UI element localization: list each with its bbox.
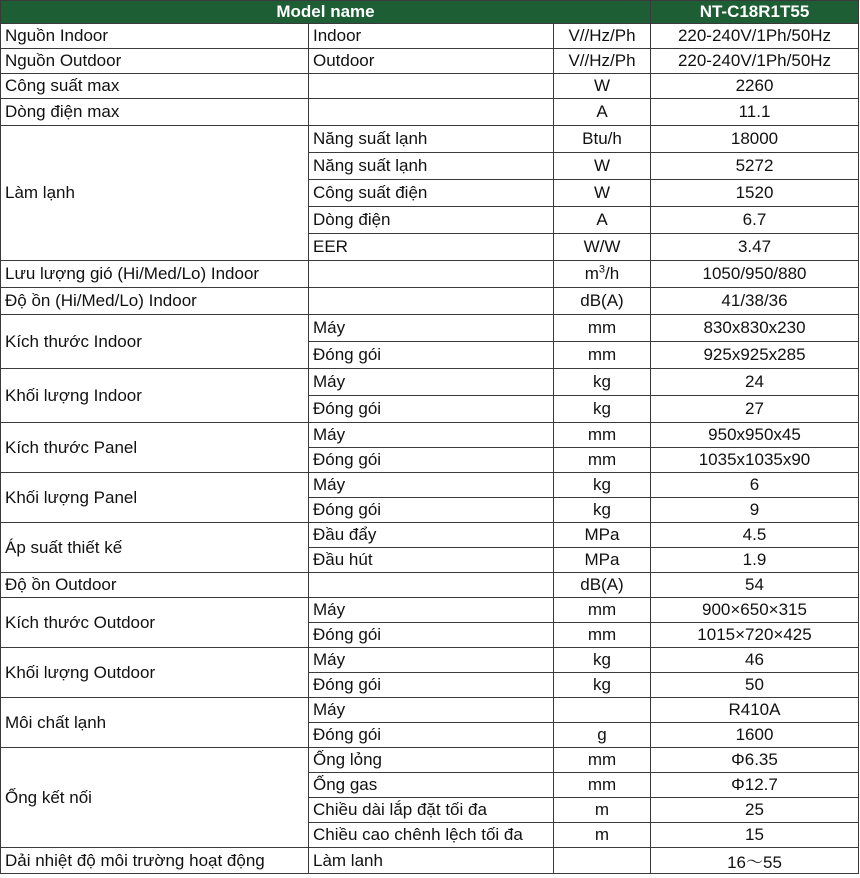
unit-cell: mm: [554, 598, 651, 623]
unit-cell: kg: [554, 473, 651, 498]
sub-param-cell: Chiều cao chênh lệch tối đa: [309, 823, 554, 848]
unit-cell: kg: [554, 369, 651, 396]
table-row: [1, 473, 859, 498]
unit-cell: mm: [554, 448, 651, 473]
table-row: [1, 748, 859, 773]
sub-param-cell: Máy: [309, 698, 554, 723]
value-cell: Φ6.35: [651, 748, 859, 773]
sub-param-cell: Máy: [309, 315, 554, 342]
table-row: [1, 74, 859, 99]
param-cell: Kích thước Indoor: [1, 315, 309, 369]
sub-param-cell: Ống lỏng: [309, 748, 554, 773]
sub-param-cell: Năng suất lạnh: [309, 126, 554, 153]
value-cell: 1015×720×425: [651, 623, 859, 648]
value-cell: 41/38/36: [651, 288, 859, 315]
param-cell: Kích thước Panel: [1, 423, 309, 473]
value-cell: 9: [651, 498, 859, 523]
sub-param-cell: Đầu đẩy: [309, 523, 554, 548]
sub-param-cell: Đóng gói: [309, 448, 554, 473]
param-cell: Áp suất thiết kế: [1, 523, 309, 573]
value-cell: 1600: [651, 723, 859, 748]
unit-cell: A: [554, 99, 651, 126]
table-row: [1, 523, 859, 548]
param-cell: Kích thước Outdoor: [1, 598, 309, 648]
param-cell: Khối lượng Panel: [1, 473, 309, 523]
sub-param-cell: [309, 74, 554, 99]
sub-param-cell: Máy: [309, 473, 554, 498]
value-cell: 6: [651, 473, 859, 498]
unit-cell: Btu/h: [554, 126, 651, 153]
unit-cell: mm: [554, 423, 651, 448]
value-cell: 830x830x230: [651, 315, 859, 342]
unit-base: m: [584, 264, 599, 283]
sub-param-cell: Đóng gói: [309, 673, 554, 698]
table-row: [1, 261, 859, 288]
table-row: [1, 573, 859, 598]
param-cell: Khối lượng Indoor: [1, 369, 309, 423]
value-cell: 5272: [651, 153, 859, 180]
unit-cell: [554, 261, 651, 288]
unit-cell: W: [554, 180, 651, 207]
value-cell: 1050/950/880: [651, 261, 859, 288]
table-row: [1, 315, 859, 342]
param-cell: Dải nhiệt độ môi trường hoạt động: [1, 848, 309, 874]
table-row: [1, 369, 859, 396]
value-cell: 3.47: [651, 234, 859, 261]
value-cell: 220-240V/1Ph/50Hz: [651, 49, 859, 74]
unit-cell: kg: [554, 673, 651, 698]
table-row: [1, 598, 859, 623]
value-cell: 925x925x285: [651, 342, 859, 369]
sub-param-cell: Đầu hút: [309, 548, 554, 573]
sub-param-cell: Đóng gói: [309, 396, 554, 423]
unit-cell: m: [554, 823, 651, 848]
value-cell: 2260: [651, 74, 859, 99]
param-cell: Dòng điện max: [1, 99, 309, 126]
table-row: [1, 648, 859, 673]
sub-param-cell: Đóng gói: [309, 623, 554, 648]
sub-param-cell: Máy: [309, 369, 554, 396]
value-cell: 25: [651, 798, 859, 823]
unit-cell: [554, 848, 651, 874]
sub-param-cell: [309, 288, 554, 315]
model-name-value: NT-C18R1T55: [651, 1, 859, 24]
table-row: [1, 288, 859, 315]
value-cell: 950x950x45: [651, 423, 859, 448]
sub-param-cell: Năng suất lạnh: [309, 153, 554, 180]
param-cell: Độ ồn (Hi/Med/Lo) Indoor: [1, 288, 309, 315]
param-cell: Làm lạnh: [1, 126, 309, 261]
unit-cell: mm: [554, 623, 651, 648]
unit-cell: dB(A): [554, 288, 651, 315]
sub-param-cell: [309, 573, 554, 598]
sub-param-cell: Máy: [309, 423, 554, 448]
unit-cell: MPa: [554, 548, 651, 573]
table-row: [1, 423, 859, 448]
value-cell: 27: [651, 396, 859, 423]
header-row: [1, 1, 859, 24]
unit-cell: mm: [554, 773, 651, 798]
unit-cell: kg: [554, 648, 651, 673]
table-row: [1, 848, 859, 874]
sub-param-cell: [309, 261, 554, 288]
sub-param-cell: Máy: [309, 648, 554, 673]
value-cell: Φ12.7: [651, 773, 859, 798]
table-row: [1, 24, 859, 49]
sub-param-cell: Làm lanh: [309, 848, 554, 874]
unit-cell: W: [554, 74, 651, 99]
param-cell: Độ ồn Outdoor: [1, 573, 309, 598]
unit-cell: m: [554, 798, 651, 823]
sub-param-cell: Đóng gói: [309, 342, 554, 369]
param-cell: Khối lượng Outdoor: [1, 648, 309, 698]
table-row: [1, 99, 859, 126]
value-cell: 1.9: [651, 548, 859, 573]
unit-cell: kg: [554, 396, 651, 423]
sub-param-cell: Indoor: [309, 24, 554, 49]
unit-cell: mm: [554, 315, 651, 342]
value-cell: 220-240V/1Ph/50Hz: [651, 24, 859, 49]
unit-cell: W/W: [554, 234, 651, 261]
sub-param-cell: Dòng điện: [309, 207, 554, 234]
sub-param-cell: Máy: [309, 598, 554, 623]
unit-cell: kg: [554, 498, 651, 523]
sub-param-cell: Outdoor: [309, 49, 554, 74]
value-cell: 4.5: [651, 523, 859, 548]
unit-cell: MPa: [554, 523, 651, 548]
value-cell: 900×650×315: [651, 598, 859, 623]
sub-param-cell: [309, 99, 554, 126]
param-cell: Nguồn Outdoor: [1, 49, 309, 74]
unit-cell: A: [554, 207, 651, 234]
value-cell: R410A: [651, 698, 859, 723]
unit-cell: W: [554, 153, 651, 180]
param-cell: Công suất max: [1, 74, 309, 99]
sub-param-cell: Công suất điện: [309, 180, 554, 207]
unit-cell: V//Hz/Ph: [554, 24, 651, 49]
value-cell: 54: [651, 573, 859, 598]
unit-superscript: 3: [598, 263, 606, 276]
unit-cell: g: [554, 723, 651, 748]
sub-param-cell: Chiều dài lắp đặt tối đa: [309, 798, 554, 823]
param-cell: Môi chất lạnh: [1, 698, 309, 748]
value-cell: 50: [651, 673, 859, 698]
sub-param-cell: Ống gas: [309, 773, 554, 798]
unit-cell: mm: [554, 748, 651, 773]
value-cell: 11.1: [651, 99, 859, 126]
value-cell: 18000: [651, 126, 859, 153]
table-row: [1, 126, 859, 153]
value-cell: 15: [651, 823, 859, 848]
sub-param-cell: Đóng gói: [309, 723, 554, 748]
param-cell: Lưu lượng gió (Hi/Med/Lo) Indoor: [1, 261, 309, 288]
unit-cell: V//Hz/Ph: [554, 49, 651, 74]
value-cell: 24: [651, 369, 859, 396]
value-cell: 46: [651, 648, 859, 673]
unit-cell: dB(A): [554, 573, 651, 598]
param-cell: Ống kết nối: [1, 748, 309, 848]
unit-tail: /h: [605, 264, 620, 283]
table-row: [1, 49, 859, 74]
table-row: [1, 698, 859, 723]
value-cell: 1520: [651, 180, 859, 207]
unit-cell: [554, 698, 651, 723]
param-cell: Nguồn Indoor: [1, 24, 309, 49]
value-cell: 16～55: [651, 848, 859, 874]
value-cell: 6.7: [651, 207, 859, 234]
value-cell: 1035x1035x90: [651, 448, 859, 473]
unit-cell: mm: [554, 342, 651, 369]
sub-param-cell: EER: [309, 234, 554, 261]
model-name-label: Model name: [1, 1, 651, 24]
sub-param-cell: Đóng gói: [309, 498, 554, 523]
